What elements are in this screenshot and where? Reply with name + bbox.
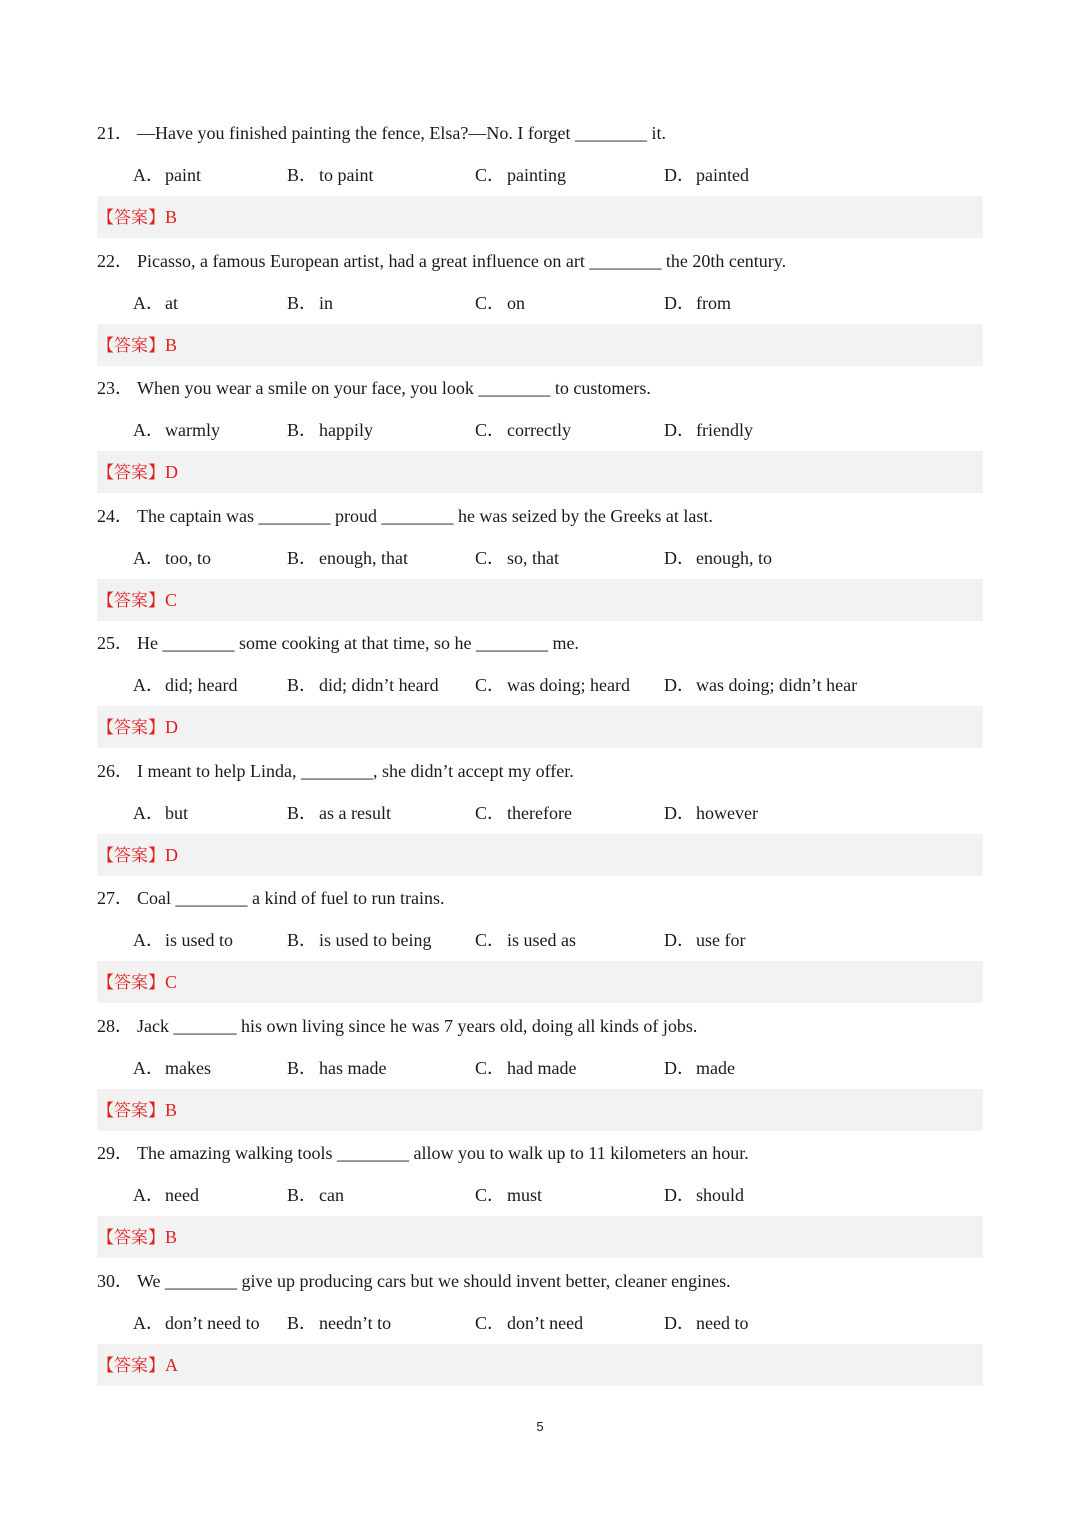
option-letter: B． bbox=[287, 1185, 318, 1205]
option-c bbox=[475, 162, 566, 188]
question-item bbox=[0, 620, 1080, 748]
option-letter: A． bbox=[133, 1312, 164, 1333]
option-c bbox=[475, 672, 630, 698]
option-letter: B． bbox=[287, 292, 318, 313]
question-item bbox=[0, 1258, 1080, 1386]
option-d bbox=[664, 545, 772, 571]
option-text: can bbox=[319, 1185, 344, 1205]
answer-value: B bbox=[165, 334, 178, 355]
option-text: has made bbox=[319, 1057, 387, 1078]
question-text: —Have you finished painting the fence, Elsa?—No. I forget ________ it. bbox=[137, 123, 667, 143]
option-text: need to bbox=[696, 1312, 749, 1333]
answer-label: 【答案】 bbox=[97, 335, 165, 356]
answer-value: B bbox=[165, 1227, 178, 1247]
option-text: need bbox=[165, 1185, 199, 1205]
question-stem bbox=[97, 1013, 697, 1039]
question-stem bbox=[97, 758, 574, 784]
question-text: When you wear a smile on your face, you look ________ to customers. bbox=[137, 378, 651, 398]
option-letter: B． bbox=[287, 930, 318, 950]
question-stem bbox=[97, 885, 444, 911]
answer-options bbox=[0, 672, 1080, 698]
question-text: The amazing walking tools ________ allow you to walk up to 11 kilometers an hour. bbox=[137, 1143, 749, 1163]
answer-options bbox=[0, 290, 1080, 316]
option-letter: B． bbox=[287, 1057, 318, 1078]
option-a bbox=[133, 417, 220, 443]
option-letter: A． bbox=[133, 292, 164, 313]
answer-options bbox=[0, 1182, 1080, 1208]
question-number: 30． bbox=[97, 1270, 133, 1291]
option-d bbox=[664, 800, 758, 826]
answer-label: 【答案】 bbox=[97, 1100, 165, 1121]
question-item bbox=[0, 110, 1080, 238]
option-letter: A． bbox=[133, 420, 164, 440]
answer-value: D bbox=[165, 717, 178, 737]
option-a bbox=[133, 800, 188, 826]
option-text: warmly bbox=[165, 420, 220, 440]
option-text: needn’t to bbox=[319, 1312, 392, 1333]
answer-options bbox=[0, 927, 1080, 953]
answer-options bbox=[0, 417, 1080, 443]
option-letter: A． bbox=[133, 675, 164, 695]
option-a bbox=[133, 1182, 199, 1208]
answer-options bbox=[0, 1055, 1080, 1081]
option-text: makes bbox=[165, 1057, 211, 1078]
option-b bbox=[287, 545, 408, 571]
option-b bbox=[287, 1055, 386, 1081]
option-letter: C． bbox=[475, 1312, 506, 1333]
answer-value: B bbox=[165, 1099, 178, 1120]
option-d bbox=[664, 672, 857, 698]
option-letter: D． bbox=[664, 675, 695, 695]
option-text: but bbox=[165, 802, 189, 823]
option-text: as a result bbox=[319, 802, 391, 823]
answer-bar bbox=[97, 706, 983, 748]
option-text: had made bbox=[507, 1057, 577, 1078]
option-text: was doing; heard bbox=[507, 675, 630, 695]
answer-bar bbox=[97, 961, 983, 1003]
question-stem bbox=[97, 503, 713, 529]
answer-options bbox=[0, 1310, 1080, 1336]
option-text: was doing; didn’t hear bbox=[696, 675, 858, 695]
option-text: did; didn’t heard bbox=[319, 675, 439, 695]
option-letter: C． bbox=[475, 930, 506, 950]
answer-label: 【答案】 bbox=[97, 845, 165, 866]
option-d bbox=[664, 1182, 744, 1208]
question-stem bbox=[97, 248, 786, 274]
question-stem bbox=[97, 120, 666, 146]
option-b bbox=[287, 290, 333, 316]
option-letter: A． bbox=[133, 930, 164, 950]
answer-label: 【答案】 bbox=[97, 208, 165, 228]
option-d bbox=[664, 162, 749, 188]
option-letter: A． bbox=[133, 165, 164, 185]
option-text: don’t need to bbox=[165, 1312, 260, 1333]
option-letter: C． bbox=[475, 165, 506, 185]
answer-bar bbox=[97, 451, 983, 493]
option-letter: D． bbox=[664, 1057, 695, 1078]
question-text: Picasso, a famous European artist, had a great influence on art ________ the 20th century. bbox=[137, 250, 787, 271]
option-d bbox=[664, 290, 731, 316]
option-letter: D． bbox=[664, 165, 695, 185]
option-b bbox=[287, 162, 374, 188]
option-d bbox=[664, 1055, 735, 1081]
answer-label: 【答案】 bbox=[97, 973, 165, 993]
option-letter: D． bbox=[664, 802, 695, 823]
answer-options bbox=[0, 162, 1080, 188]
option-a bbox=[133, 290, 178, 316]
answer-options bbox=[0, 800, 1080, 826]
question-number: 21． bbox=[97, 123, 133, 143]
option-d bbox=[664, 417, 753, 443]
option-letter: D． bbox=[664, 930, 695, 950]
option-text: use for bbox=[696, 930, 746, 950]
answer-bar bbox=[97, 1216, 983, 1258]
question-text: Jack _______ his own living since he was 7 years old, doing all kinds of jobs. bbox=[137, 1015, 698, 1036]
question-number: 23． bbox=[97, 378, 133, 398]
option-text: to paint bbox=[319, 165, 374, 185]
option-letter: D． bbox=[664, 547, 695, 568]
option-text: should bbox=[696, 1185, 745, 1205]
option-letter: B． bbox=[287, 675, 318, 695]
answer-bar bbox=[97, 1089, 983, 1131]
answer-label: 【答案】 bbox=[97, 1355, 165, 1376]
option-text: from bbox=[696, 292, 731, 313]
option-letter: B． bbox=[287, 1312, 318, 1333]
question-number: 22． bbox=[97, 250, 133, 271]
option-b bbox=[287, 1310, 391, 1336]
answer-value: D bbox=[165, 462, 178, 482]
option-a bbox=[133, 672, 237, 698]
option-text: happily bbox=[319, 420, 373, 440]
option-letter: C． bbox=[475, 420, 506, 440]
option-a bbox=[133, 162, 201, 188]
option-text: enough, that bbox=[319, 547, 408, 568]
option-letter: D． bbox=[664, 420, 695, 440]
option-letter: C． bbox=[475, 547, 506, 568]
option-d bbox=[664, 927, 745, 953]
question-item bbox=[0, 875, 1080, 1003]
option-a bbox=[133, 1310, 260, 1336]
question-item bbox=[0, 1130, 1080, 1258]
question-number: 28． bbox=[97, 1015, 133, 1036]
question-item bbox=[0, 493, 1080, 621]
option-a bbox=[133, 545, 211, 571]
page-number: 5 bbox=[536, 1419, 544, 1434]
option-letter: C． bbox=[475, 675, 506, 695]
option-text: must bbox=[507, 1185, 543, 1205]
answer-bar bbox=[97, 324, 983, 366]
option-c bbox=[475, 1055, 576, 1081]
answer-options bbox=[0, 545, 1080, 571]
option-letter: A． bbox=[133, 1185, 164, 1205]
question-text: The captain was ________ proud ________ he was seized by the Greeks at last. bbox=[137, 505, 713, 526]
option-text: at bbox=[165, 292, 178, 313]
option-letter: B． bbox=[287, 420, 318, 440]
option-b bbox=[287, 800, 391, 826]
question-item bbox=[0, 1003, 1080, 1131]
answer-value: C bbox=[165, 972, 178, 992]
option-text: painting bbox=[507, 165, 566, 185]
option-d bbox=[664, 1310, 748, 1336]
option-letter: D． bbox=[664, 292, 695, 313]
option-c bbox=[475, 1310, 583, 1336]
question-stem bbox=[97, 630, 579, 656]
question-text: I meant to help Linda, ________, she didn’t accept my offer. bbox=[137, 760, 574, 781]
answer-label: 【答案】 bbox=[97, 1228, 165, 1248]
question-number: 26． bbox=[97, 760, 133, 781]
option-text: don’t need bbox=[507, 1312, 584, 1333]
option-letter: B． bbox=[287, 547, 318, 568]
option-text: is used to bbox=[165, 930, 234, 950]
option-letter: D． bbox=[664, 1185, 695, 1205]
option-text: too, to bbox=[165, 547, 212, 568]
question-number: 24． bbox=[97, 505, 133, 526]
option-text: painted bbox=[696, 165, 749, 185]
answer-label: 【答案】 bbox=[97, 718, 165, 738]
question-text: We ________ give up producing cars but we should invent better, cleaner engines. bbox=[137, 1270, 731, 1291]
option-text: so, that bbox=[507, 547, 559, 568]
answer-label: 【答案】 bbox=[97, 590, 165, 611]
option-text: correctly bbox=[507, 420, 571, 440]
option-b bbox=[287, 927, 432, 953]
question-number: 29． bbox=[97, 1143, 133, 1163]
question-list bbox=[0, 110, 1080, 1385]
option-a bbox=[133, 927, 233, 953]
option-letter: B． bbox=[287, 802, 318, 823]
option-letter: C． bbox=[475, 292, 506, 313]
question-stem bbox=[97, 1140, 749, 1166]
question-stem bbox=[97, 1268, 731, 1294]
option-c bbox=[475, 545, 559, 571]
option-text: did; heard bbox=[165, 675, 238, 695]
option-letter: A． bbox=[133, 547, 164, 568]
option-c bbox=[475, 800, 572, 826]
option-letter: A． bbox=[133, 1057, 164, 1078]
answer-label: 【答案】 bbox=[97, 463, 165, 483]
option-text: is used as bbox=[507, 930, 576, 950]
question-stem bbox=[97, 375, 651, 401]
answer-bar bbox=[97, 1344, 983, 1386]
option-c bbox=[475, 290, 525, 316]
answer-value: C bbox=[165, 589, 178, 610]
option-b bbox=[287, 1182, 344, 1208]
answer-value: A bbox=[165, 1354, 178, 1375]
option-text: made bbox=[696, 1057, 735, 1078]
option-letter: A． bbox=[133, 802, 164, 823]
option-c bbox=[475, 417, 571, 443]
option-b bbox=[287, 417, 373, 443]
option-text: paint bbox=[165, 165, 201, 185]
answer-value: B bbox=[165, 207, 178, 227]
option-b bbox=[287, 672, 439, 698]
option-text: however bbox=[696, 802, 758, 823]
question-item bbox=[0, 748, 1080, 876]
option-text: is used to being bbox=[319, 930, 432, 950]
question-text: Coal ________ a kind of fuel to run trains. bbox=[137, 888, 445, 908]
option-c bbox=[475, 1182, 542, 1208]
option-text: therefore bbox=[507, 802, 572, 823]
answer-bar bbox=[97, 579, 983, 621]
option-letter: B． bbox=[287, 165, 318, 185]
question-number: 25． bbox=[97, 633, 133, 653]
question-text: He ________ some cooking at that time, so he ________ me. bbox=[137, 633, 579, 653]
option-text: on bbox=[507, 292, 525, 313]
option-letter: C． bbox=[475, 1057, 506, 1078]
option-letter: D． bbox=[664, 1312, 695, 1333]
option-text: enough, to bbox=[696, 547, 772, 568]
option-c bbox=[475, 927, 576, 953]
answer-bar bbox=[97, 834, 983, 876]
answer-bar bbox=[97, 196, 983, 238]
option-text: in bbox=[319, 292, 334, 313]
option-text: friendly bbox=[696, 420, 753, 440]
option-letter: C． bbox=[475, 802, 506, 823]
question-item bbox=[0, 365, 1080, 493]
answer-value: D bbox=[165, 844, 178, 865]
option-letter: C． bbox=[475, 1185, 506, 1205]
option-a bbox=[133, 1055, 211, 1081]
question-item bbox=[0, 238, 1080, 366]
question-number: 27． bbox=[97, 888, 133, 908]
